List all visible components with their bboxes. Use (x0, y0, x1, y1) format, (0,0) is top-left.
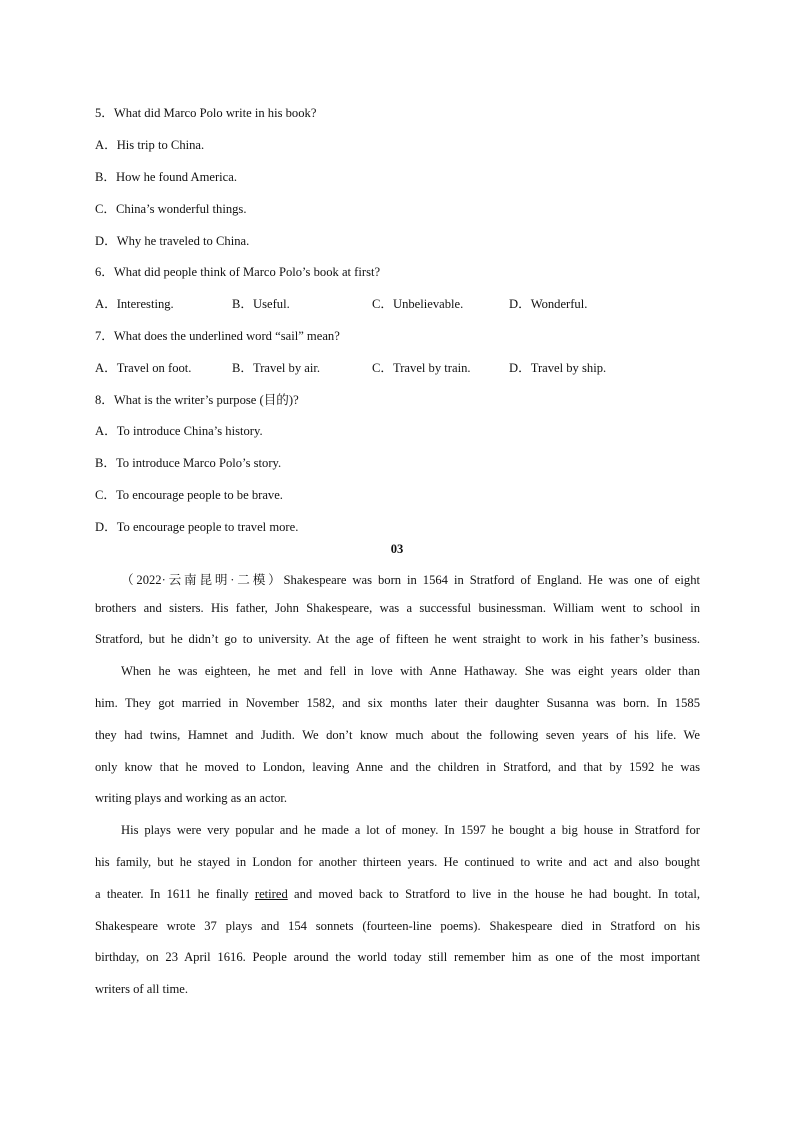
question-7-option-b: B．Travel by air. (232, 361, 321, 375)
passage-line: （2022·云南昆明·二模）Shakespeare was born in 1564 in Stratford of England. He was one of eight (121, 573, 700, 587)
passage-text: and moved back to Stratford to live in the house he had bought. In total, (294, 887, 700, 901)
question-8-stem: 8．What is the writer’s purpose (目的)? (95, 393, 299, 407)
question-8-option-c: C．To encourage people to be brave. (95, 488, 283, 502)
question-5-stem: 5．What did Marco Polo write in his book? (95, 106, 317, 120)
passage-line: Stratford, but he didn’t go to university. At the age of fifteen he went straight to work in his father’s business. (95, 632, 700, 646)
passage-line-retired (95, 887, 700, 902)
passage-line: birthday, on 23 April 1616. People around the world today still remember him as one of the most important (95, 950, 700, 964)
question-5-option-b: B．How he found America. (95, 170, 237, 184)
question-7-options (95, 357, 715, 375)
passage-line: only know that he moved to London, leaving Anne and the children in Stratford, and that by 1592 he was (95, 760, 700, 774)
passage-line: his family, but he stayed in London for another thirteen years. He continued to write and act and also bought (95, 855, 700, 869)
question-7-option-a: A．Travel on foot. (95, 361, 192, 375)
question-6-option-b: B．Useful. (232, 297, 290, 311)
question-5-option-c: C．China’s wonderful things. (95, 202, 247, 216)
section-number: 03 (390, 542, 404, 556)
passage-line: His plays were very popular and he made a lot of money. In 1597 he bought a big house in Stratford for (121, 823, 700, 837)
passage-line: writing plays and working as an actor. (95, 791, 288, 805)
passage-line: Shakespeare wrote 37 plays and 154 sonnets (fourteen-line poems). Shakespeare died in Stratford on his (95, 919, 700, 933)
passage-text: a theater. In 1611 he finally (95, 887, 249, 901)
underlined-word-retired: retired (254, 887, 288, 901)
question-8-option-b: B．To introduce Marco Polo’s story. (95, 456, 282, 470)
passage-line: they had twins, Hamnet and Judith. We don’t know much about the following seven years of his life. We (95, 728, 700, 742)
question-8-option-a: A．To introduce China’s history. (95, 424, 263, 438)
question-7-stem: 7．What does the underlined word “sail” mean? (95, 329, 340, 343)
question-7-option-d: D．Travel by ship. (509, 361, 607, 375)
question-7-option-c: C．Travel by train. (372, 361, 471, 375)
question-6-option-d: D．Wonderful. (509, 297, 588, 311)
question-5-option-a: A．His trip to China. (95, 138, 205, 152)
question-8-option-d: D．To encourage people to travel more. (95, 520, 299, 534)
question-5-option-d: D．Why he traveled to China. (95, 234, 250, 248)
passage-line: him. They got married in November 1582, and six months later their daughter Susanna was born. In 1585 (95, 696, 700, 710)
question-6-option-c: C．Unbelievable. (372, 297, 464, 311)
passage-line: When he was eighteen, he met and fell in love with Anne Hathaway. She was eight years older than (121, 664, 700, 678)
question-6-options (95, 293, 715, 311)
question-6-stem: 6．What did people think of Marco Polo’s book at first? (95, 265, 381, 279)
question-6-option-a: A．Interesting. (95, 297, 174, 311)
passage-line: brothers and sisters. His father, John Shakespeare, was a successful businessman. William went to school in (95, 601, 700, 615)
passage-line: writers of all time. (95, 982, 189, 996)
